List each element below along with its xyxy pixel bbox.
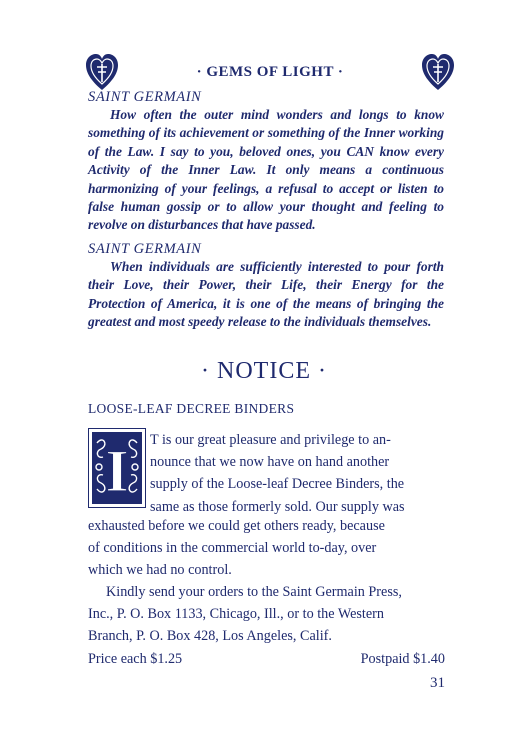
dropcap-paragraph — [150, 429, 450, 518]
notice-title: · NOTICE · — [201, 358, 327, 384]
header-title: · GEMS OF LIGHT · — [196, 64, 344, 80]
drop-cap-letter: I — [105, 438, 129, 504]
quote-attribution: SAINT GERMAIN — [88, 241, 202, 257]
quote-block-2 — [88, 240, 444, 332]
page-number: 31 — [430, 675, 445, 691]
text-line: exhausted before we could get others ready, because — [88, 518, 385, 534]
text-line: which we had no control. — [88, 562, 232, 579]
price-each: Price each $1.25 — [88, 651, 183, 667]
quote-attribution: SAINT GERMAIN — [88, 89, 202, 105]
text-line: same as those formerly sold. Our supply was — [150, 498, 405, 515]
notice-paragraph-continued — [88, 515, 450, 582]
quote-text: How often the outer mind wonders and longs to know something of its achievement or something of the Inner working of the Law. I say to you, beloved ones, you CAN know every Activity of the Inner Law. It only means a continuous harmonizing of your feelings, a refusal to accept or listen to false human gossip or to allow your thought and feeling to revolve on disturbances that have passed. — [88, 107, 444, 233]
drop-cap — [88, 428, 146, 508]
text-line: supply of the Loose-leaf Decree Binders, the — [150, 476, 405, 493]
text-line: Inc., P. O. Box 1133, Chicago, Ill., or to the Western — [88, 606, 384, 623]
text-line: Kindly send your orders to the Saint Germain Press, — [106, 584, 402, 600]
quote-block-1 — [88, 88, 444, 235]
text-line: T is our great pleasure and privilege to an- — [150, 432, 391, 448]
postpaid-price: Postpaid $1.40 — [360, 651, 445, 667]
ornamental-initial-icon — [89, 429, 145, 507]
text-line: Branch, P. O. Box 428, Los Angeles, Calif. — [88, 628, 332, 645]
text-line: of conditions in the commercial world to-day, over — [88, 540, 377, 557]
order-paragraph — [88, 581, 450, 648]
section-heading: LOOSE-LEAF DECREE BINDERS — [88, 401, 295, 416]
heart-ornament-icon — [420, 52, 456, 92]
text-line: nounce that we now have on hand another — [150, 454, 390, 471]
quote-text: When individuals are sufficiently interested to pour forth their Love, their Power, their Life, their Energy for the Protection of America, it is one of the means of bringing the greatest and most speedy release to the individuals themselves. — [88, 259, 444, 330]
